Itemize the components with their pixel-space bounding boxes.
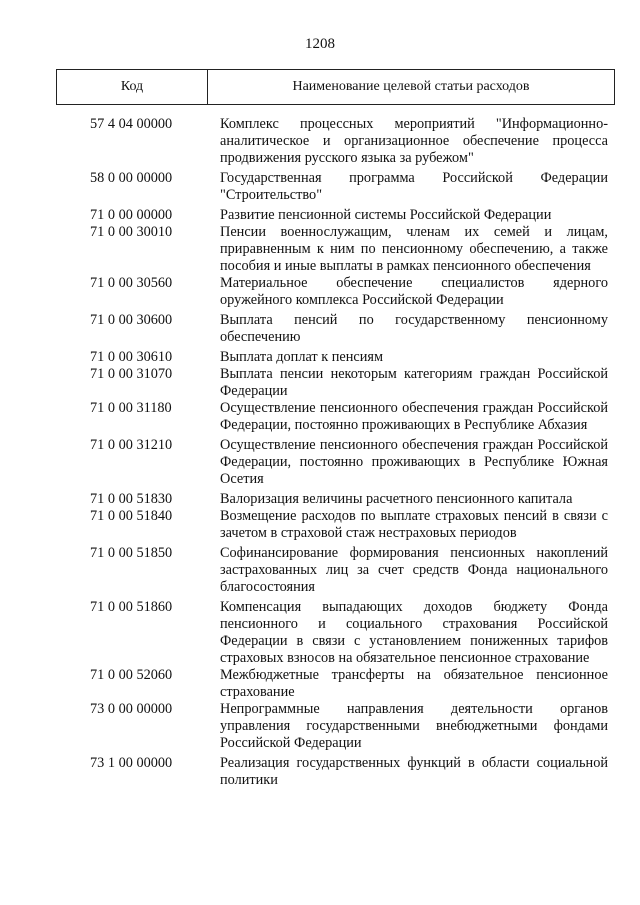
row-name: Выплата пенсии некоторым категориям граждан Российской Федерации bbox=[220, 366, 608, 399]
row-name: Валоризация величины расчетного пенсионного капитала bbox=[220, 491, 573, 507]
header-code: Код bbox=[57, 70, 208, 104]
row-code: 71 0 00 30560 bbox=[90, 275, 173, 291]
row-name: Непрограммные направления деятельности органов управления государственными внебюджетными фондами Российской Федерации bbox=[220, 701, 608, 751]
table-header bbox=[56, 69, 615, 105]
table-row bbox=[0, 224, 640, 275]
table-row bbox=[0, 545, 640, 596]
row-code: 71 0 00 30610 bbox=[90, 349, 173, 365]
row-name: Развитие пенсионной системы Российской Федерации bbox=[220, 207, 552, 223]
row-name: Комплекс процессных мероприятий "Информационно-аналитическое и организационное обеспечение процесса продвижения русского языка за рубежом" bbox=[220, 116, 608, 166]
row-name: Выплата доплат к пенсиям bbox=[220, 349, 384, 365]
row-name: Софинансирование формирования пенсионных накоплений застрахованных лиц за счет средств Фонда национального благосостояния bbox=[220, 545, 608, 595]
table-row bbox=[0, 667, 640, 701]
table-row bbox=[0, 275, 640, 309]
row-name: Пенсии военнослужащим, членам их семей и лицам, приравненным к ним по пенсионному обеспечению, а также пособия и иные выплаты в рамках пенсионного обеспечения bbox=[220, 224, 608, 274]
row-code: 71 0 00 31210 bbox=[90, 437, 173, 453]
row-name: Государственная программа Российской Федерации "Строительство" bbox=[220, 170, 608, 203]
table-row bbox=[0, 170, 640, 204]
table-row bbox=[0, 366, 640, 400]
table-body bbox=[0, 116, 640, 789]
table-row bbox=[0, 349, 640, 366]
table-row bbox=[0, 400, 640, 434]
row-name: Осуществление пенсионного обеспечения граждан Российской Федерации, постоянно проживающих в Республике Абхазия bbox=[220, 400, 608, 433]
row-code: 71 0 00 30010 bbox=[90, 224, 173, 240]
row-code: 71 0 00 51860 bbox=[90, 599, 173, 615]
page-number: 1208 bbox=[305, 36, 335, 52]
table-row bbox=[0, 755, 640, 789]
row-code: 71 0 00 31070 bbox=[90, 366, 173, 382]
row-code: 71 0 00 30600 bbox=[90, 312, 173, 328]
row-name: Осуществление пенсионного обеспечения граждан Российской Федерации, постоянно проживающих в Республике Южная Осетия bbox=[220, 437, 608, 487]
row-code: 71 0 00 31180 bbox=[90, 400, 172, 416]
row-code: 71 0 00 51830 bbox=[90, 491, 173, 507]
table-row bbox=[0, 491, 640, 508]
row-name: Реализация государственных функций в области социальной политики bbox=[220, 755, 608, 788]
row-code: 71 0 00 51850 bbox=[90, 545, 173, 561]
row-name: Выплата пенсий по государственному пенсионному обеспечению bbox=[220, 312, 608, 345]
row-code: 71 0 00 51840 bbox=[90, 508, 173, 524]
row-code: 57 4 04 00000 bbox=[90, 116, 173, 132]
header-name: Наименование целевой статьи расходов bbox=[292, 79, 530, 94]
row-code: 73 1 00 00000 bbox=[90, 755, 173, 771]
row-name: Компенсация выпадающих доходов бюджету Фонда пенсионного и социального страхования Российской Федерации в связи с установлением пониженных тарифов страховых взносов на обязательное пенсионное страхование bbox=[220, 599, 608, 666]
table-row bbox=[0, 116, 640, 167]
table-row bbox=[0, 701, 640, 752]
row-code: 58 0 00 00000 bbox=[90, 170, 173, 186]
table-row bbox=[0, 599, 640, 667]
row-name: Возмещение расходов по выплате страховых пенсий в связи с зачетом в страховой стаж нестраховых периодов bbox=[220, 508, 608, 541]
table-row bbox=[0, 312, 640, 346]
table-row bbox=[0, 508, 640, 542]
row-code: 71 0 00 00000 bbox=[90, 207, 173, 223]
row-name: Материальное обеспечение специалистов ядерного оружейного комплекса Российской Федерации bbox=[220, 275, 608, 308]
table-row bbox=[0, 437, 640, 488]
table-row bbox=[0, 207, 640, 224]
row-code: 73 0 00 00000 bbox=[90, 701, 173, 717]
row-name: Межбюджетные трансферты на обязательное пенсионное страхование bbox=[220, 667, 608, 700]
row-code: 71 0 00 52060 bbox=[90, 667, 173, 683]
